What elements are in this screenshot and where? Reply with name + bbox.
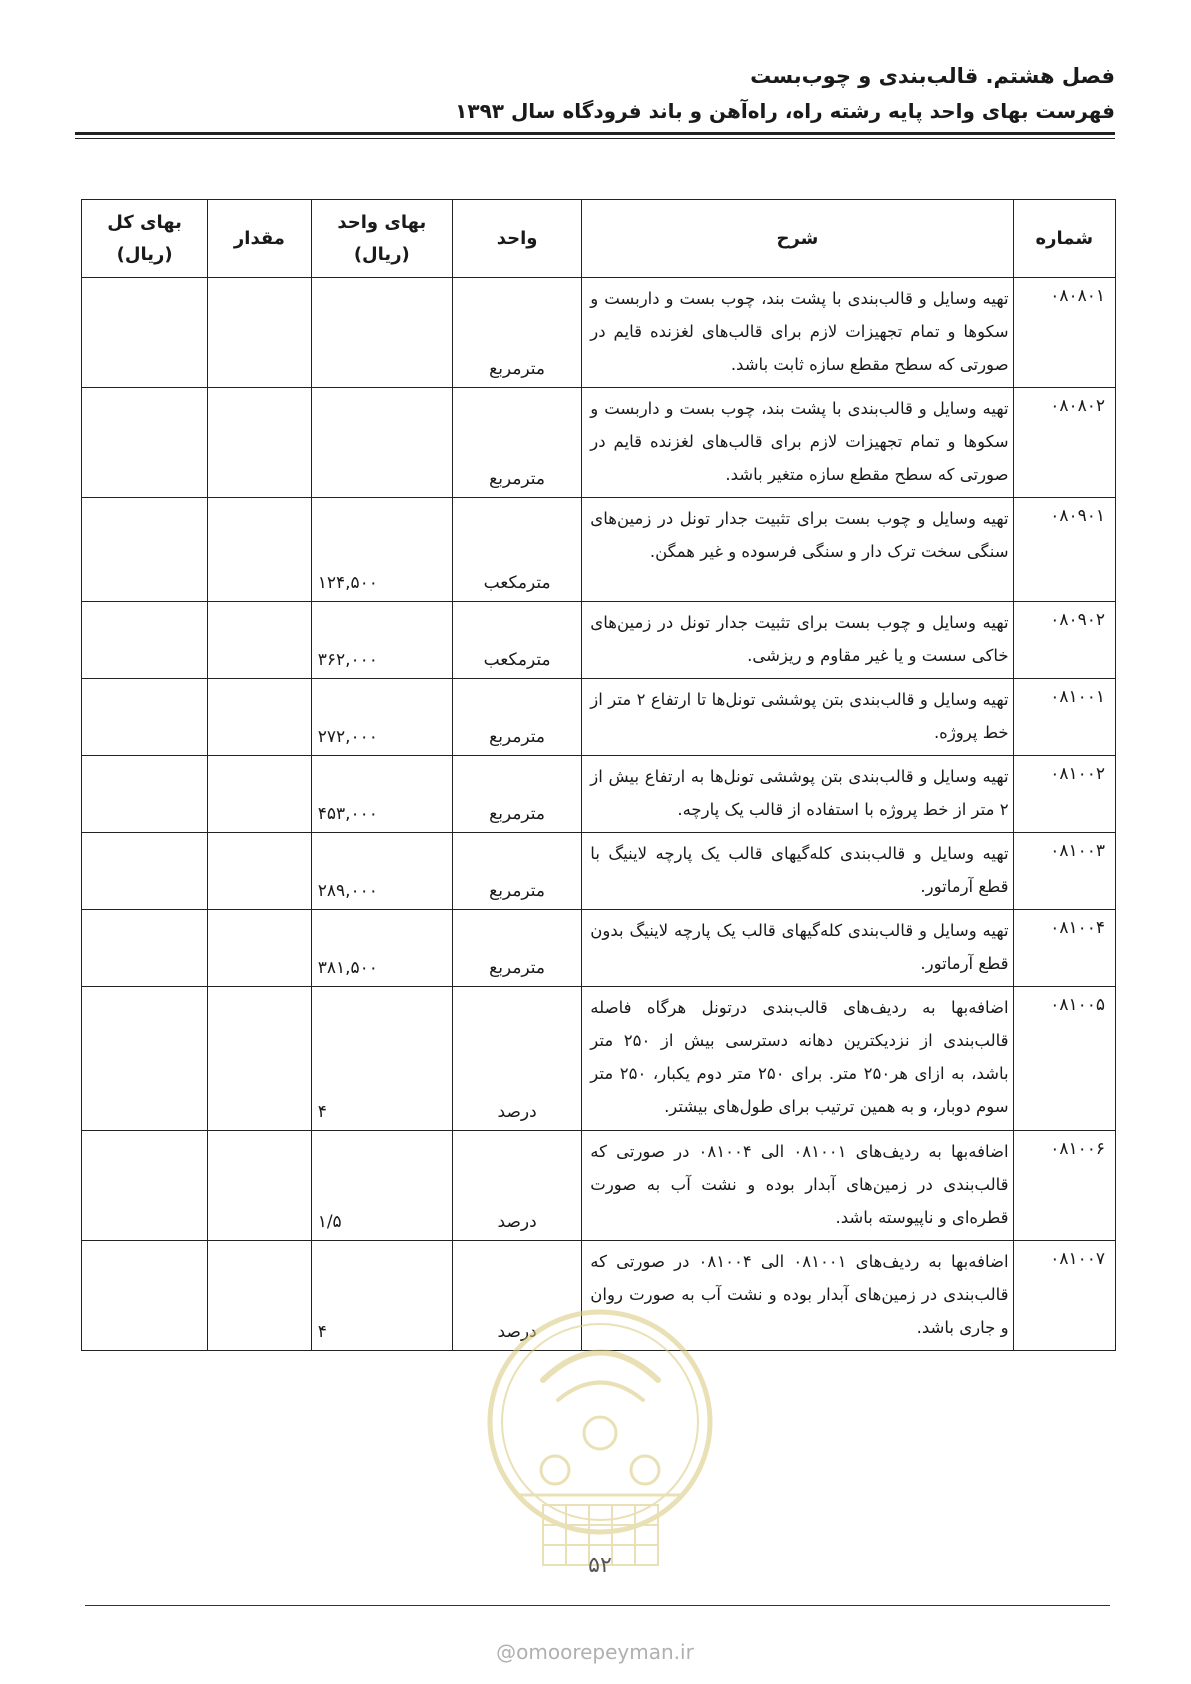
row-description: تهیه وسایل و چوب بست برای تثبیت جدار تونل در زمین‌های خاکی سست و یا غیر مقاوم و ریزشی. (582, 602, 1013, 679)
table-row (82, 679, 1116, 756)
page-header (75, 58, 1115, 128)
row-total-price (82, 987, 208, 1131)
row-description: تهیه وسایل و قالب‌بندی با پشت بند، چوب بست و داربست و سکوها و تمام تجهیزات لازم برای قالب‌های لغزنده قایم در صورتی که سطح مقطع سازه ثابت باشد. (582, 278, 1013, 388)
row-quantity (208, 1131, 312, 1241)
row-unit-price: ۴ (311, 1241, 452, 1351)
row-unit-price: ۲۸۹,۰۰۰ (311, 833, 452, 910)
table-row (82, 278, 1116, 388)
row-total-price (82, 833, 208, 910)
chapter-title: فصل هشتم. قالب‌بندی و چوب‌بست (750, 64, 1115, 88)
row-quantity (208, 602, 312, 679)
row-unit: مترمربع (452, 833, 581, 910)
row-quantity (208, 278, 312, 388)
row-total-price (82, 756, 208, 833)
page-number: ۵۲ (588, 1553, 612, 1578)
row-unit: درصد (452, 1241, 581, 1351)
row-total-price (82, 388, 208, 498)
row-quantity (208, 388, 312, 498)
row-description: اضافه‌بها به ردیف‌های قالب‌بندی درتونل هرگاه فاصله قالب‌بندی از نزدیکترین دهانه دسترسی بیش از ۲۵۰ متر باشد، به ازای هر۲۵۰ متر. برای ۲۵۰ متر دوم یکبار، ۲۵۰ متر سوم دوبار، و به همین ترتیب برای طول‌های بیشتر. (582, 987, 1013, 1131)
row-number: ۰۸۱۰۰۶ (1013, 1131, 1115, 1241)
header-unit-price: بهای واحد (ریال) (311, 200, 452, 278)
table-row (82, 498, 1116, 602)
row-total-price (82, 910, 208, 987)
row-number: ۰۸۰۹۰۱ (1013, 498, 1115, 602)
header-description: شرح (582, 200, 1013, 278)
row-description: تهیه وسایل و قالب‌بندی با پشت بند، چوب بست و داربست و سکوها و تمام تجهیزات لازم برای قالب‌های لغزنده قایم در صورتی که سطح مقطع سازه متغیر باشد. (582, 388, 1013, 498)
row-unit-price: ۴ (311, 987, 452, 1131)
table-row (82, 833, 1116, 910)
seal-emblem-icon (483, 1305, 718, 1585)
row-unit: مترمربع (452, 278, 581, 388)
header-total-price: بهای کل (ریال) (82, 200, 208, 278)
row-quantity (208, 1241, 312, 1351)
row-unit-price: ۳۸۱,۵۰۰ (311, 910, 452, 987)
row-quantity (208, 756, 312, 833)
row-unit: درصد (452, 1131, 581, 1241)
row-number: ۰۸۰۸۰۱ (1013, 278, 1115, 388)
row-unit-price (311, 388, 452, 498)
row-total-price (82, 498, 208, 602)
row-unit-price: ۴۵۳,۰۰۰ (311, 756, 452, 833)
row-unit: مترمربع (452, 679, 581, 756)
table-row (82, 756, 1116, 833)
header-number: شماره (1013, 200, 1115, 278)
row-unit-price: ۳۶۲,۰۰۰ (311, 602, 452, 679)
row-number: ۰۸۰۹۰۲ (1013, 602, 1115, 679)
row-total-price (82, 278, 208, 388)
row-unit-price (311, 278, 452, 388)
table-header-row (82, 200, 1116, 278)
watermark-seal (483, 1305, 718, 1585)
row-quantity (208, 498, 312, 602)
row-number: ۰۸۱۰۰۴ (1013, 910, 1115, 987)
row-unit: مترمکعب (452, 602, 581, 679)
table-row (82, 602, 1116, 679)
table-row (82, 388, 1116, 498)
header-quantity: مقدار (208, 200, 312, 278)
row-unit-price: ۱۲۴,۵۰۰ (311, 498, 452, 602)
row-quantity (208, 910, 312, 987)
price-list-table (81, 199, 1116, 1351)
row-quantity (208, 833, 312, 910)
header-divider-thick (75, 132, 1115, 135)
row-description: تهیه وسایل و قالب‌بندی کله‌گیهای قالب یک پارچه لاینیگ با قطع آرماتور. (582, 833, 1013, 910)
row-quantity (208, 987, 312, 1131)
row-unit-price: ۲۷۲,۰۰۰ (311, 679, 452, 756)
row-number: ۰۸۰۸۰۲ (1013, 388, 1115, 498)
row-unit: مترمربع (452, 388, 581, 498)
row-quantity (208, 679, 312, 756)
row-unit: مترمکعب (452, 498, 581, 602)
row-number: ۰۸۱۰۰۱ (1013, 679, 1115, 756)
header-unit: واحد (452, 200, 581, 278)
row-unit: مترمربع (452, 756, 581, 833)
row-total-price (82, 1241, 208, 1351)
row-description: تهیه وسایل و قالب‌بندی بتن پوششی تونل‌ها به ارتفاع بیش از ۲ متر از خط پروژه با استفاده از قالب یک پارچه. (582, 756, 1013, 833)
table-row (82, 910, 1116, 987)
row-description: اضافه‌بها به ردیف‌های ۰۸۱۰۰۱ الی ۰۸۱۰۰۴ در صورتی که قالب‌بندی در زمین‌های آبدار بوده و نشت آب به صورت روان و جاری باشد. (582, 1241, 1013, 1351)
row-unit-price: ۱/۵ (311, 1131, 452, 1241)
row-description: تهیه وسایل و چوب بست برای تثبیت جدار تونل در زمین‌های سنگی سخت ترک دار و سنگی فرسوده و غیر همگن. (582, 498, 1013, 602)
row-number: ۰۸۱۰۰۷ (1013, 1241, 1115, 1351)
row-number: ۰۸۱۰۰۳ (1013, 833, 1115, 910)
row-total-price (82, 602, 208, 679)
table-row (82, 987, 1116, 1131)
row-description: اضافه‌بها به ردیف‌های ۰۸۱۰۰۱ الی ۰۸۱۰۰۴ در صورتی که قالب‌بندی در زمین‌های آبدار بوده و نشت آب به صورت قطره‌ای و ناپیوسته باشد. (582, 1131, 1013, 1241)
row-description: تهیه وسایل و قالب‌بندی بتن پوششی تونل‌ها تا ارتفاع ۲ متر از خط پروژه. (582, 679, 1013, 756)
row-total-price (82, 679, 208, 756)
website-watermark: @omoorepeyman.ir (496, 1640, 694, 1664)
row-number: ۰۸۱۰۰۲ (1013, 756, 1115, 833)
table-row (82, 1131, 1116, 1241)
row-description: تهیه وسایل و قالب‌بندی کله‌گیهای قالب یک پارچه لاینیگ بدون قطع آرماتور. (582, 910, 1013, 987)
row-number: ۰۸۱۰۰۵ (1013, 987, 1115, 1131)
document-subtitle: فهرست بهای واحد پایه رشته راه، راه‌آهن و باند فرودگاه سال ۱۳۹۳ (455, 99, 1115, 123)
row-total-price (82, 1131, 208, 1241)
row-unit: درصد (452, 987, 581, 1131)
header-divider-thin (75, 138, 1115, 139)
footer-divider (85, 1605, 1110, 1606)
row-unit: مترمربع (452, 910, 581, 987)
